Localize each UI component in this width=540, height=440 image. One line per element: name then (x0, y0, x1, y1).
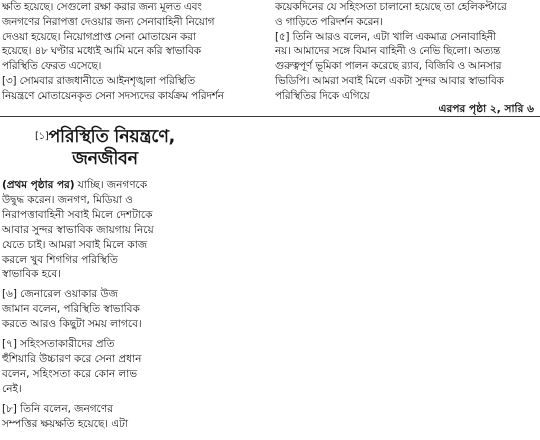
top-left-text: ক্ষতি হয়েছে। সেগুলো রক্ষা করার জন্য মূলত এবং জনগণের নিরাপত্তা দেওয়ার জন্য সেনাবাহিনী নিয়োগ দেওয়া হয়েছে। নিয়োগপ্রাপ্ত সেনা মোতায়েন করা হয়েছে। ৪৮ ঘণ্টার মধ্যেই আমি মনে করি স্বাভাবিক পরিস্থিতি ফেরত এসেছে। [৩] সোমবার রাজধানীতে আইনশৃঙ্খলা পরিস্থিতি নিয়ন্ত্রণে মোতায়েনকৃত সেনা সদস্যদের কার্যক্রম পরিদর্শন (2, 1, 224, 102)
article-paragraph-1 (2, 178, 208, 282)
headline-line-1: পরিস্থিতি নিয়ন্ত্রণে, (48, 127, 175, 147)
article-paragraph-2: [৬] জেনারেল ওয়াকার উজ জামান বলেন, পরিস্থিতি স্বাভাবিক করতে আরও কিছুটা সময় লাগবে। (2, 288, 142, 331)
top-right-text: কয়েকদিনের যে সহিংসতা চালানো হয়েছে তা হেলিকপ্টারে ও গাড়িতে পরিদর্শন করেন। [৫] তিনি আরও বলেন, এটা খালি একমাত্র সেনাবাহিনী নয়। আমাদের সঙ্গে বিমান বাহিনী ও নেভি ছিলো। অত্যন্ত গুরুত্বপূর্ণ ভূমিকা পালন করেছে র‍্যাব, বিজিবি ও আনসার ভিডিপি। আমরা সবাই মিলে একটা সুন্দর আবার স্বাভাবিক পরিস্থিতির দিকে এগিয়ে (275, 1, 507, 102)
article-column (2, 122, 208, 437)
top-left-column (2, 0, 264, 104)
headline-marker: [১] (35, 131, 49, 142)
top-right-column (275, 0, 537, 104)
article-headline (2, 126, 208, 170)
article-paragraph-4: [৮] তিনি বলেন, জনগণের সম্পত্তির ক্ষয়ক্ষতি হয়েছে। এটা (2, 402, 128, 430)
blank-area (216, 122, 540, 440)
continuation-jump: এরপর পৃষ্ঠা ২, সারি ৬ (438, 103, 534, 115)
continued-label: (প্রথম পৃষ্ঠার পর) (2, 179, 75, 191)
article-paragraph-3: [৭] সহিংসতাকারীদের প্রতি হুঁশিয়ারি উচ্চারণ করে সেনা প্রধান বলেন, সহিংসতা করে কোন লাভ নেই। (2, 338, 142, 395)
headline-line-2: জনজীবন (72, 149, 138, 169)
section-divider (0, 116, 540, 117)
paragraph-1-text: যাচ্ছি। জনগণকে উদ্বুদ্ধ করেন। জনগণ, মিডিয়া ও নিরাপত্তাবাহিনী সবাই মিলে দেশটাকে আবার সুন্দর স্বাভাবিক জায়গায় নিয়ে যেতে চাই। আমরা সবাই মিলে কাজ করলে খুব শিগগির পরিস্থিতি স্বাভাবিক হবে। (2, 179, 154, 281)
